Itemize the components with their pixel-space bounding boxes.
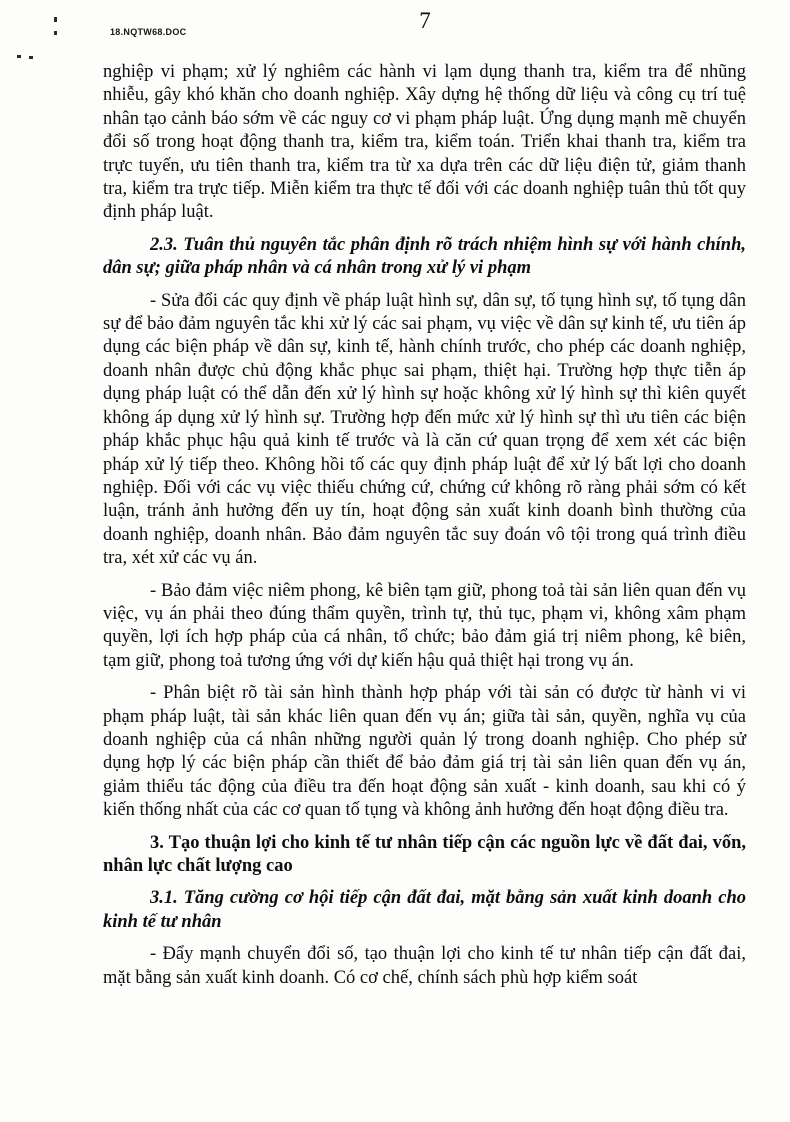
body-paragraph-continuation: nghiệp vi phạm; xử lý nghiêm các hành vi lạm dụng thanh tra, kiểm tra để nhũng nhiễu, gây khó khăn cho doanh nghiệp. Xây dựng hệ thống dữ liệu và công cụ trí tuệ nhân tạo cảnh báo sớm về các nguy cơ vi phạm pháp luật. Ứng dụng mạnh mẽ chuyển đổi số trong hoạt động thanh tra, kiểm tra, kiểm toán. Triển khai thanh tra, kiểm tra trực tuyến, ưu tiên thanh tra, kiểm tra từ xa dựa trên các dữ liệu điện tử, giảm thanh tra, kiểm tra trực tiếp. Miễn kiểm tra thực tế đối với các doanh nghiệp tuân thủ tốt quy định pháp luật. [103, 62, 746, 223]
page-number: 7 [419, 8, 431, 33]
body-paragraph: - Phân biệt rõ tài sản hình thành hợp pháp với tài sản có được từ hành vi vi phạm pháp luật, tài sản khác liên quan đến vụ án; giữa tài sản, quyền, nghĩa vụ của doanh nghiệp của cá nhân những người quản lý trong doanh nghiệp. Cho phép sử dụng hợp lý các biện pháp cần thiết để bảo đảm giá trị tài sản liên quan đến vụ án, giảm thiểu tác động của điều tra đến hoạt động sản xuất - kinh doanh, sau khi có ý kiến thống nhất của các cơ quan tố tụng và không ảnh hưởng đến hoạt động điều tra. [103, 683, 746, 821]
body-paragraph: - Sửa đổi các quy định về pháp luật hình sự, dân sự, tố tụng hình sự, tố tụng dân sự để bảo đảm nguyên tắc khi xử lý các sai phạm, vụ việc về dân sự kinh tế, ưu tiên áp dụng các biện pháp về dân sự, kinh tế, hành chính trước, cho phép các doanh nghiệp, doanh nhân được chủ động khắc phục sai phạm, thiệt hại. Trường hợp thực tiễn áp dụng pháp luật có thể dẫn đến xử lý hình sự hoặc không xử lý hình sự thì kiên quyết không áp dụng xử lý hình sự. Trường hợp đến mức xử lý hình sự thì ưu tiên các biện pháp khắc phục hậu quả kinh tế trước và là căn cứ quan trọng để xem xét các biện pháp xử lý tiếp theo. Không hồi tố các quy định pháp luật để xử lý bất lợi cho doanh nghiệp. Đối với các vụ việc thiếu chứng cứ, chứng cứ không rõ ràng phải sớm có kết luận, tránh ảnh hưởng đến uy tín, hoạt động sản xuất kinh doanh bình thường của doanh nghiệp, doanh nhân. Bảo đảm nguyên tắc suy đoán vô tội trong quá trình điều tra, xét xử các vụ án. [103, 290, 746, 569]
body-paragraph: - Bảo đảm việc niêm phong, kê biên tạm giữ, phong toả tài sản liên quan đến vụ việc, vụ án phải theo đúng thẩm quyền, trình tự, thủ tục, phạm vi, không xâm phạm quyền, lợi ích hợp pháp của cá nhân, tổ chức; bảo đảm giá trị niêm phong, kê biên, tạm giữ, phong toả tương ứng với dự kiến hậu quả thiệt hại trong vụ án. [103, 580, 746, 671]
document-body [103, 61, 746, 999]
section-heading-2-3: 2.3. Tuân thủ nguyên tắc phân định rõ trách nhiệm hình sự với hành chính, dân sự; giữa pháp nhân và cá nhân trong xử lý vi phạm [103, 234, 746, 279]
scan-artifact [29, 56, 33, 59]
section-heading-3-1: 3.1. Tăng cường cơ hội tiếp cận đất đai, mặt bằng sản xuất kinh doanh cho kinh tế tư nhân [103, 888, 746, 932]
document-filename: 18.NQTW68.DOC [110, 27, 187, 37]
scan-artifact [17, 55, 21, 58]
body-paragraph: - Đẩy mạnh chuyển đổi số, tạo thuận lợi cho kinh tế tư nhân tiếp cận đất đai, mặt bằng sản xuất kinh doanh. Có cơ chế, chính sách phù hợp kiểm soát [103, 944, 746, 988]
scan-artifact [54, 31, 57, 35]
section-heading-3: 3. Tạo thuận lợi cho kinh tế tư nhân tiếp cận các nguồn lực về đất đai, vốn, nhân lực chất lượng cao [103, 832, 746, 876]
scan-artifact [54, 17, 57, 22]
